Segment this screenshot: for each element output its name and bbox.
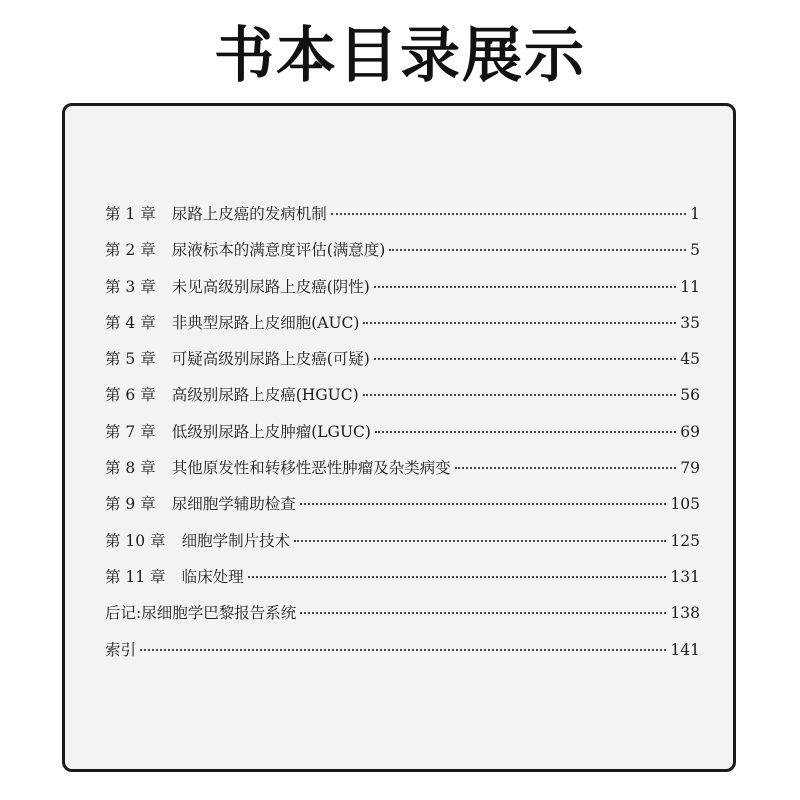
toc-chapter-number: 第 4 章 [105,313,156,332]
toc-chapter-title: 尿路上皮癌的发病机制 [171,205,327,223]
toc-dot-leader [455,467,677,469]
toc-chapter-title: 其他原发性和转移性恶性肿瘤及杂类病变 [171,459,451,478]
toc-chapter-number: 第 6 章 [105,386,156,405]
toc-dot-leader [374,286,676,288]
toc-entry-chapter-1 [105,202,700,238]
toc-chapter-number: 第 1 章 [105,205,156,223]
toc-chapter-title: 可疑高级别尿路上皮癌(可疑) [171,350,370,369]
toc-entry-chapter-9 [105,492,700,528]
toc-entry-index [105,638,700,674]
toc-page-number: 79 [680,459,700,478]
toc-chapter-title: 细胞学制片技术 [181,531,291,550]
toc-dot-leader [248,576,667,578]
toc-chapter-number: 第 11 章 [105,567,166,586]
toc-chapter-title: 高级别尿路上皮癌(HGUC) [171,386,359,405]
toc-entry-chapter-6 [105,383,700,419]
toc-entry-chapter-4 [105,311,700,347]
toc-entry-chapter-2 [105,238,700,274]
toc-page-number: 131 [670,567,700,586]
toc-page-number: 35 [680,313,700,332]
toc-entry-chapter-7 [105,420,700,456]
toc-dot-leader [300,503,667,505]
toc-page-number: 1 [690,205,700,223]
toc-dot-leader [363,322,676,324]
toc-dot-leader [389,249,686,251]
toc-chapter-title: 非典型尿路上皮细胞(AUC) [171,313,360,332]
toc-page-number: 56 [680,386,700,405]
toc-dot-leader [300,612,666,614]
toc-dot-leader [331,213,686,215]
toc-chapter-title: 低级别尿路上皮肿瘤(LGUC) [171,422,371,441]
toc-page-number: 141 [670,640,700,659]
toc-chapter-title: 未见高级别尿路上皮癌(阴性) [171,277,370,296]
toc-chapter-number: 第 7 章 [105,422,156,441]
toc-page-number: 45 [680,350,700,369]
toc-chapter-title: 尿液标本的满意度评估(满意度) [171,241,386,260]
toc-chapter-number: 第 9 章 [105,495,156,514]
toc-page-number: 69 [680,422,700,441]
toc-chapter-number: 第 8 章 [105,459,156,478]
toc-page-number: 105 [670,495,700,514]
toc-chapter-number: 第 10 章 [105,531,166,550]
toc-dot-leader [363,394,677,396]
toc-chapter-number: 第 5 章 [105,350,156,369]
toc-dot-leader [294,540,666,542]
toc-chapter-number: 第 3 章 [105,277,156,296]
page-heading: 书本目录展示 [214,21,586,91]
toc-chapter-number: 第 2 章 [105,241,156,260]
table-of-contents [105,202,700,674]
toc-entry-chapter-11 [105,565,700,601]
toc-entry-chapter-5 [105,347,700,383]
toc-dot-leader [140,649,666,651]
toc-chapter-title: 临床处理 [181,567,244,586]
toc-page-number: 11 [680,277,700,296]
toc-chapter-title: 索引 [105,640,137,659]
toc-dot-leader [374,358,676,360]
toc-dot-leader [375,431,676,433]
toc-page-number: 138 [670,604,700,623]
toc-chapter-title: 尿细胞学辅助检查 [171,495,296,514]
toc-entry-chapter-10 [105,529,700,565]
toc-panel [62,103,736,772]
toc-entry-afterword [105,601,700,637]
toc-chapter-title: 后记:尿细胞学巴黎报告系统 [105,604,297,623]
toc-entry-chapter-8 [105,456,700,492]
toc-page-number: 5 [690,241,700,260]
toc-entry-chapter-3 [105,275,700,311]
toc-page-number: 125 [670,531,700,550]
